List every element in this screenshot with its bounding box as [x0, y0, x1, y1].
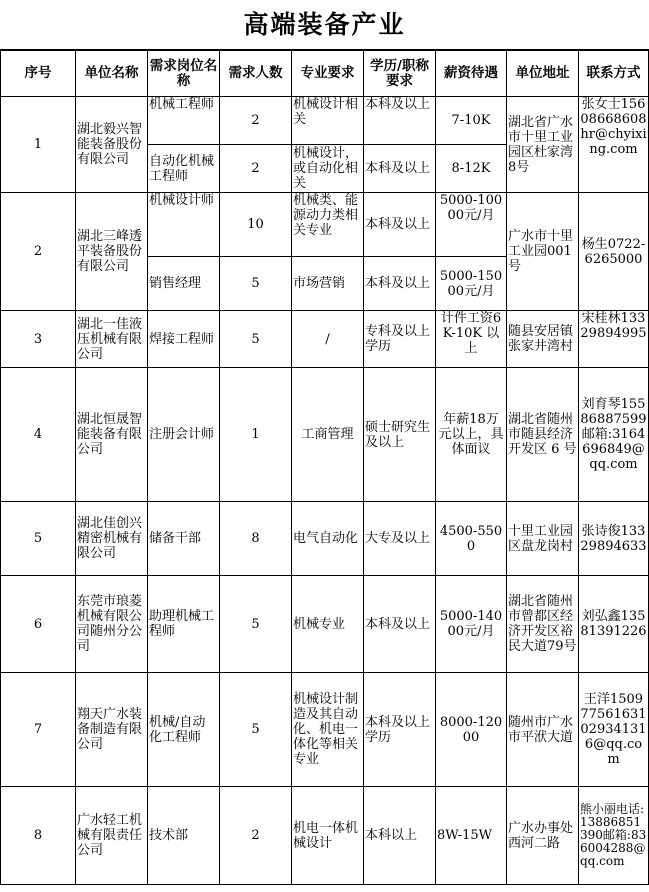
job-position: 销售经理	[148, 257, 220, 311]
table-row	[1, 787, 649, 885]
contact-info: 张诗俊13329894633	[579, 502, 649, 576]
header-cell: 薪资待遇	[436, 51, 507, 97]
company-name: 广水轻工机械有限责任公司	[76, 787, 148, 885]
job-position: 技术部	[148, 787, 220, 885]
row-number: 2	[1, 193, 76, 311]
job-education: 本科及以上学历	[364, 673, 436, 787]
header-cell: 联系方式	[579, 51, 649, 97]
job-count: 2	[220, 145, 292, 193]
job-education: 本科及以上	[364, 257, 436, 311]
job-education: 本科及以上	[364, 576, 436, 673]
company-address: 广水市十里工业园001号	[507, 193, 579, 311]
table-row	[1, 193, 649, 257]
job-major: 机械设计相关	[292, 97, 364, 145]
header-cell: 单位名称	[76, 51, 148, 97]
row-number: 1	[1, 97, 76, 193]
row-number: 4	[1, 368, 76, 502]
job-education: 本科及以上	[364, 97, 436, 145]
company-address: 湖北省广水市十里工业园区杜家湾8号	[507, 97, 579, 193]
company-address: 湖北省随州市曾都区经济开发区裕民大道79号	[507, 576, 579, 673]
job-education: 硕士研究生及以上	[364, 368, 436, 502]
recruitment-table	[0, 50, 649, 885]
company-address: 十里工业园区盘龙岗村	[507, 502, 579, 576]
header-cell: 专业要求	[292, 51, 364, 97]
row-number: 6	[1, 576, 76, 673]
contact-info: 杨生0722-6265000	[579, 193, 649, 311]
table-row	[1, 673, 649, 787]
contact-info: 宋桂林13329894995	[579, 311, 649, 368]
job-major: 机械类、能源动力类相关专业	[292, 193, 364, 257]
job-education: 本科及以上	[364, 145, 436, 193]
company-name: 湖北三峰透平装备股份有限公司	[76, 193, 148, 311]
job-salary: 计件工资6K-10K 以上	[436, 311, 507, 368]
job-position: 机械设计师	[148, 193, 220, 257]
job-salary: 5000-15000元/月	[436, 257, 507, 311]
header-cell: 序号	[1, 51, 76, 97]
page-title: 高端装备产业	[0, 0, 649, 50]
header-cell: 学历/职称要求	[364, 51, 436, 97]
company-address: 湖北省随州市随县经济开发区 6 号	[507, 368, 579, 502]
table-row	[1, 502, 649, 576]
contact-info: 张女士15608668608hr@chyixing.com	[579, 97, 649, 193]
job-position: 助理机械工程师	[148, 576, 220, 673]
job-major: 工商管理	[292, 368, 364, 502]
contact-info: 熊小丽电话:13886851390邮箱:836004288@qq.com	[579, 787, 649, 885]
row-number: 7	[1, 673, 76, 787]
company-name: 湖北佳创兴精密机械有限公司	[76, 502, 148, 576]
table-row	[1, 97, 649, 145]
job-count: 2	[220, 787, 292, 885]
contact-info: 刘弘鑫13581391226	[579, 576, 649, 673]
job-salary: 7-10K	[436, 97, 507, 145]
header-cell: 需求人数	[220, 51, 292, 97]
job-position: 储备干部	[148, 502, 220, 576]
job-major: 市场营销	[292, 257, 364, 311]
job-count: 5	[220, 311, 292, 368]
job-count: 10	[220, 193, 292, 257]
job-salary: 8W-15W	[436, 787, 507, 885]
job-education: 专科及以上学历	[364, 311, 436, 368]
job-count: 5	[220, 257, 292, 311]
job-position: 机械工程师	[148, 97, 220, 145]
row-number: 5	[1, 502, 76, 576]
header-cell: 单位地址	[507, 51, 579, 97]
row-number: 3	[1, 311, 76, 368]
job-position: 焊接工程师	[148, 311, 220, 368]
job-count: 8	[220, 502, 292, 576]
company-address: 随县安居镇张家井湾村	[507, 311, 579, 368]
company-name: 湖北一佳液压机械有限公司	[76, 311, 148, 368]
table-row	[1, 368, 649, 502]
job-position: 机械/自动化工程师	[148, 673, 220, 787]
contact-info: 王洋150977561631029341316@qq.com	[579, 673, 649, 787]
job-salary: 8000-12000	[436, 673, 507, 787]
job-count: 1	[220, 368, 292, 502]
job-salary: 4500-5500	[436, 502, 507, 576]
company-name: 湖北毅兴智能装备股份有限公司	[76, 97, 148, 193]
job-salary: 5000-10000元/月	[436, 193, 507, 257]
company-address: 广水办事处西河二路	[507, 787, 579, 885]
row-number: 8	[1, 787, 76, 885]
header-cell: 需求岗位名称	[148, 51, 220, 97]
table-row	[1, 311, 649, 368]
header-row	[1, 51, 649, 97]
company-name: 东莞市琅菱机械有限公司随州分公司	[76, 576, 148, 673]
table-row	[1, 576, 649, 673]
job-count: 2	[220, 97, 292, 145]
job-major: 机械专业	[292, 576, 364, 673]
company-name: 湖北恒晟智能装备有限公司	[76, 368, 148, 502]
company-name: 翔天广水装备制造有限公司	[76, 673, 148, 787]
contact-info: 刘育琴15586887599邮箱:3164696849@qq.com	[579, 368, 649, 502]
job-education: 本科以上	[364, 787, 436, 885]
job-education: 本科及以上	[364, 193, 436, 257]
job-salary: 5000-14000元/月	[436, 576, 507, 673]
company-address: 随州市广水市平洑大道	[507, 673, 579, 787]
job-salary: 年薪18万元以上，具体面议	[436, 368, 507, 502]
job-major: /	[292, 311, 364, 368]
job-major: 电气自动化	[292, 502, 364, 576]
job-position: 注册会计师	[148, 368, 220, 502]
job-major: 机电一体机械设计	[292, 787, 364, 885]
job-education: 大专及以上	[364, 502, 436, 576]
job-count: 5	[220, 576, 292, 673]
job-salary: 8-12K	[436, 145, 507, 193]
job-position: 自动化机械工程师	[148, 145, 220, 193]
job-major: 机械设计，或自动化相关	[292, 145, 364, 193]
job-count: 5	[220, 673, 292, 787]
job-major: 机械设计制造及其自动化、机电一体化等相关专业	[292, 673, 364, 787]
